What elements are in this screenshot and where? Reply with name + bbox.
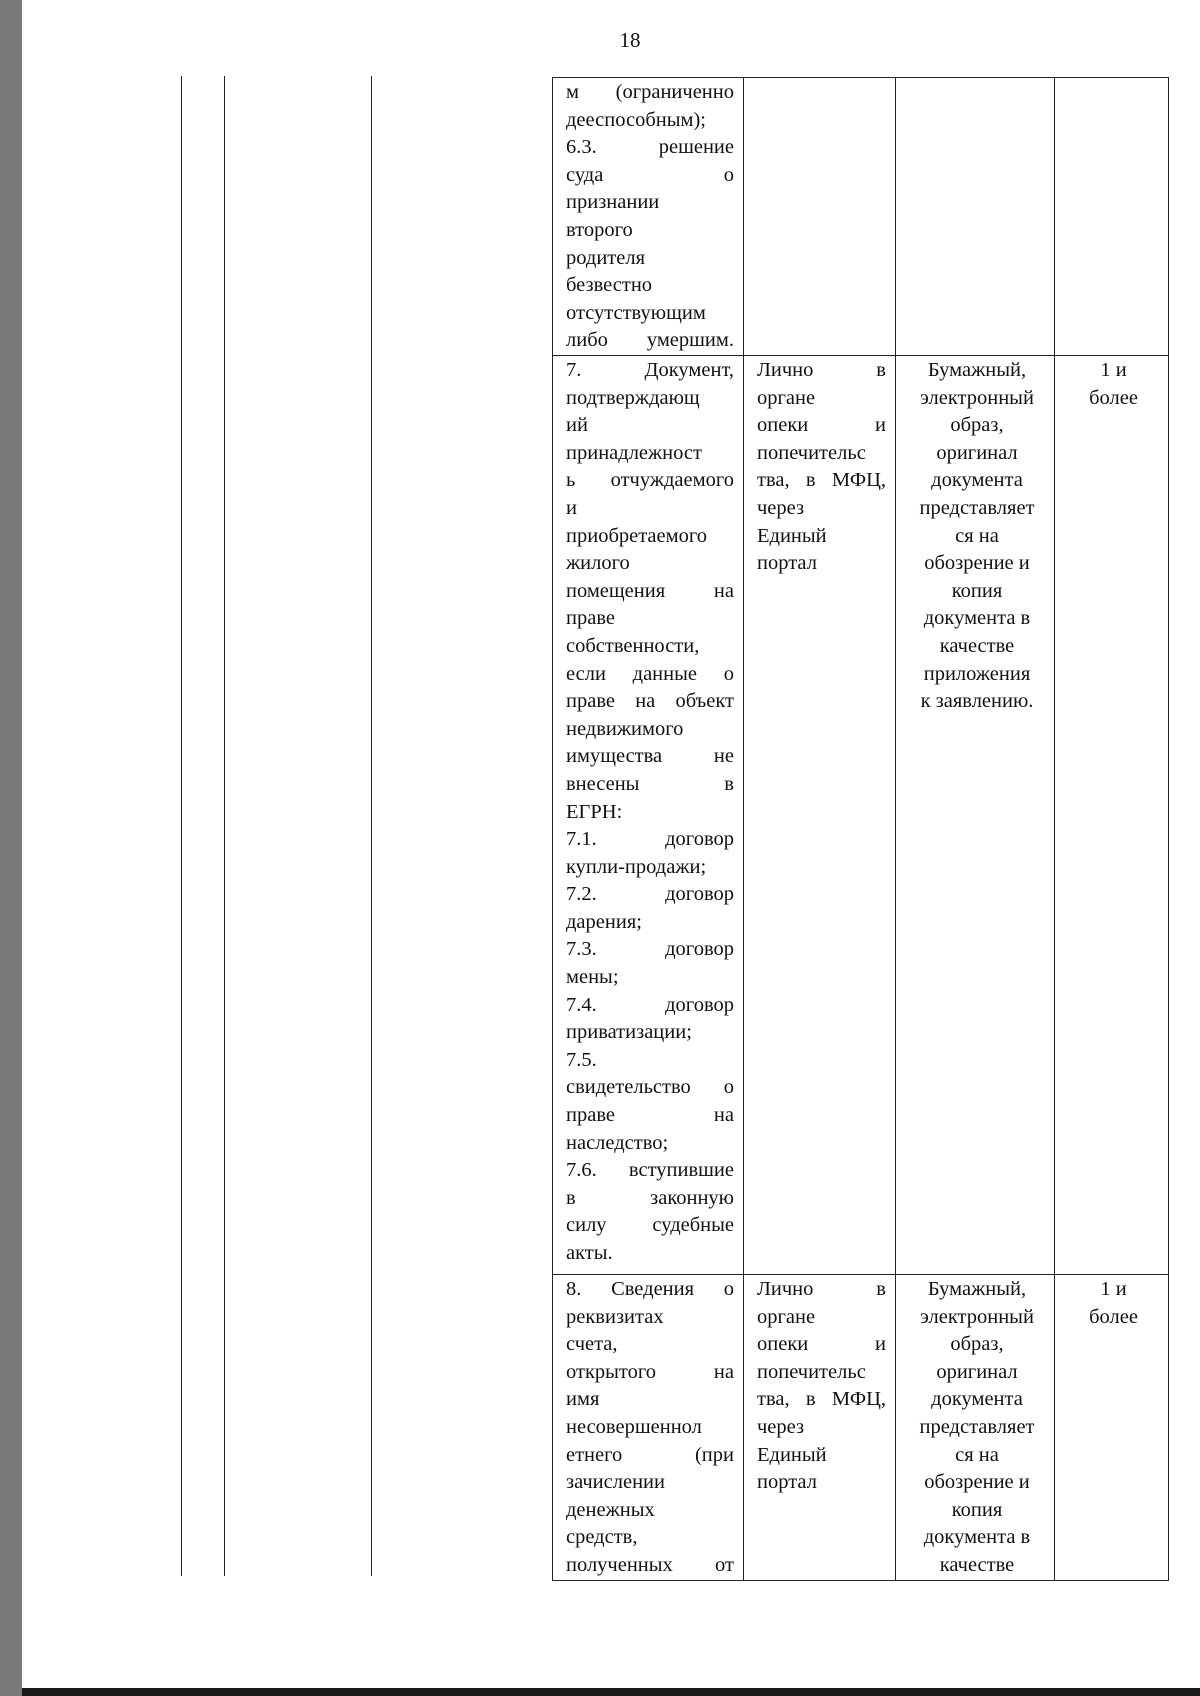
cell-text-line: акты. [566,1242,613,1264]
cell-text-line: зачислении [566,1471,665,1494]
cell-text-line: органе [757,1305,816,1328]
cell-text-line: имущества не [566,745,734,768]
submission-method-cell [744,1275,896,1581]
cell-text-line: попечительс [757,441,866,464]
cell-text-line: имя [566,1388,600,1411]
cell-text-line: в законную [566,1186,734,1209]
table-row [553,1275,1169,1581]
cell-text-line: качестве [939,634,1015,657]
cell-text-line: приобретаемого [566,524,707,547]
cell-text-line: ся на [955,524,999,547]
cell-text-line: оригинал [936,1360,1018,1383]
document-form-cell [896,356,1055,1275]
cell-text-line: если данные о [566,662,734,685]
cell-text-line: внесены в [566,772,734,795]
cell-text-line: представляет [919,496,1035,519]
cell-text-line: и [566,496,577,519]
cell-text-line: ЕГРН: [566,800,623,823]
cell-text-line: жилого [566,552,630,575]
cell-text-line: 7.4. договор [566,993,734,1016]
cell-text-line: безвестно [566,274,653,297]
cell-text-line: 8. Сведения о [566,1278,734,1300]
cell-text-line: Единый [757,1443,827,1466]
cell-text-line: полученных от [566,1553,734,1576]
cell-text-line: дееспособным); [566,108,706,131]
cell-text-line: 7.5. [566,1048,597,1071]
cell-text-line: м (ограниченно [566,81,734,103]
cell-text-line: суда о [566,163,734,186]
cell-text-line: средств, [566,1526,638,1549]
cell-text-line: электронный [920,386,1034,409]
cell-text-line: Лично в [757,359,886,381]
cell-text-line: приложения [923,662,1031,685]
cell-text-line: Лично в [757,1278,886,1300]
table-row [553,356,1169,1275]
document-cell [553,356,744,1275]
cell-text-line: образ, [950,414,1004,437]
cell-text-line: дарения; [566,910,642,933]
cell-text-line: 7.1. договор [566,828,734,851]
cell-text-line: обозрение и [924,1471,1030,1494]
cell-text-line: реквизитах [566,1305,664,1328]
cell-text-line: праве на [566,1104,734,1127]
cell-text-line: помещения на [566,579,734,602]
page-number: 18 [619,28,641,52]
document-cell [553,1275,744,1581]
cell-text-line: к заявлению. [920,690,1034,713]
cell-text-line: родителя [566,246,646,269]
cell-text-line: образ, [950,1333,1004,1356]
cell-text-line: Единый [757,524,827,547]
cell-text-line: подтверждающ [566,386,700,409]
cell-text-line: приватизации; [566,1021,692,1044]
column-border-3 [371,76,372,1576]
cell-text-line: денежных [566,1498,655,1521]
cell-text-line: копия [951,579,1003,602]
cell-text-line: ь отчуждаемого [566,469,734,492]
column-border-1 [181,76,182,1576]
cell-text-line: попечительс [757,1360,866,1383]
cell-text-line: опеки и [757,1333,886,1356]
cell-text-line: качестве [939,1553,1015,1576]
submission-method-cell [744,78,896,356]
cell-text-line: отсутствующим [566,301,706,324]
cell-text-line: представляет [919,1415,1035,1438]
cell-text-line: портал [757,1471,817,1494]
cell-text-line: праве на объект [566,690,734,713]
cell-text-line: электронный [920,1305,1034,1328]
page-shadow [22,1688,1200,1696]
cell-text-line: силу судебные [566,1214,734,1237]
cell-text-line: обозрение и [924,552,1030,575]
cell-text-line: органе [757,386,816,409]
cell-text-line: документа в [923,1526,1031,1549]
cell-text-line: счета, [566,1333,618,1356]
cell-text-line: праве [566,607,615,630]
cell-text-line: документа в [923,607,1031,630]
cell-text-line: опеки и [757,414,886,437]
cell-text-line: копия [951,1498,1003,1521]
copies-count-cell [1055,78,1169,356]
document-form-cell [896,78,1055,356]
table-row [553,78,1169,356]
submission-method-cell [744,356,896,1275]
cell-text-line: несовершеннол [566,1415,702,1438]
cell-text-line: 1 и [1100,1278,1127,1300]
cell-text-line: тва, в МФЦ, [757,469,886,492]
cell-text-line: 7.6. вступившие [566,1159,734,1182]
cell-text-line: етнего (при [566,1443,734,1466]
cell-text-line: 7. Документ, [566,359,734,381]
cell-text-line: через [757,1415,805,1438]
copies-count-cell [1055,356,1169,1275]
cell-text-line: оригинал [936,441,1018,464]
document-cell [553,78,744,356]
cell-text-line: 7.3. договор [566,938,734,961]
documents-table [552,77,1169,1581]
cell-text-line: ся на [955,1443,999,1466]
cell-text-line: купли-продажи; [566,855,707,878]
cell-text-line: открытого на [566,1360,734,1383]
copies-count-cell [1055,1275,1169,1581]
cell-text-line: 1 и [1100,359,1127,381]
cell-text-line: либо умершим. [566,329,734,352]
column-border-2 [224,76,225,1576]
cell-text-line: принадлежност [566,441,702,464]
cell-text-line: Бумажный, [927,359,1027,381]
cell-text-line: тва, в МФЦ, [757,1388,886,1411]
cell-text-line: второго [566,218,633,241]
cell-text-line: недвижимого [566,717,684,740]
cell-text-line: через [757,496,805,519]
cell-text-line: более [1089,1305,1138,1328]
cell-text-line: более [1089,386,1138,409]
cell-text-line: наследство; [566,1131,669,1154]
cell-text-line: ий [566,414,588,437]
cell-text-line: свидетельство о [566,1076,734,1099]
cell-text-line: 7.2. договор [566,883,734,906]
cell-text-line: документа [931,469,1023,492]
cell-text-line: Бумажный, [927,1278,1027,1300]
cell-text-line: признании [566,191,660,214]
cell-text-line: собственности, [566,634,700,657]
cell-text-line: 6.3. решение [566,136,734,159]
cell-text-line: мены; [566,966,619,989]
cell-text-line: портал [757,552,817,575]
document-form-cell [896,1275,1055,1581]
cell-text-line: документа [931,1388,1023,1411]
